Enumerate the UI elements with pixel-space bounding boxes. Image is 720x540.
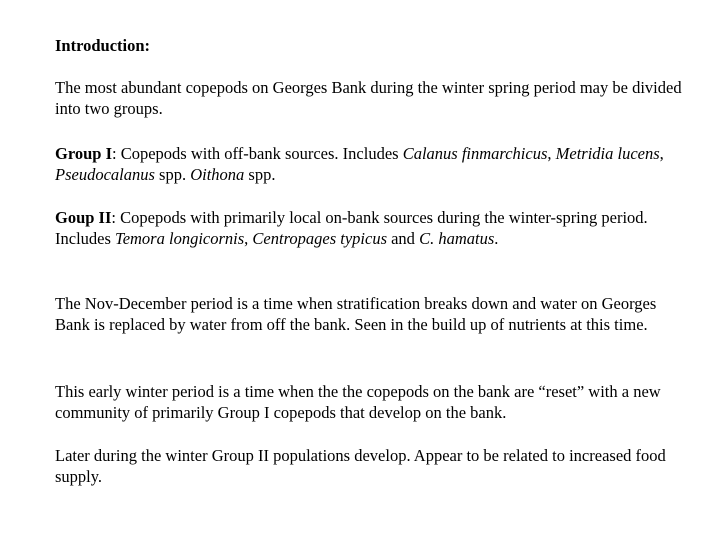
- group-1-text: spp.: [154, 165, 191, 184]
- group-2-text: and: [386, 229, 420, 248]
- group-2-label: Goup II: [55, 208, 112, 227]
- separator: ,: [547, 144, 556, 163]
- separator: ,: [659, 144, 664, 163]
- group-1-label: Group I: [55, 144, 113, 163]
- species-name: C. hamatus: [419, 229, 495, 248]
- reset-paragraph: This early winter period is a time when the the copepods on the bank are “reset” with a new community of primarily Group I copepods that develop on the bank.: [55, 382, 661, 422]
- section-heading: Introduction:: [55, 36, 151, 55]
- species-name: Pseudocalanus: [55, 165, 155, 184]
- group-2-text: : Copepods with primarily local on-bank sources during the winter-spring period. Includes: [55, 208, 648, 248]
- separator: ,: [244, 229, 253, 248]
- nov-dec-paragraph: The Nov-December period is a time when stratification breaks down and water on Georges Bank is replaced by water from off the bank. Seen in the build up of nutrients at this time.: [55, 294, 657, 334]
- intro-paragraph: The most abundant copepods on Georges Bank during the winter spring period may be divided into two groups.: [55, 78, 682, 118]
- later-paragraph: Later during the winter Group II populations develop. Appear to be related to increased food supply.: [55, 446, 666, 486]
- group-1-text: : Copepods with off-bank sources. Includes: [112, 144, 403, 163]
- species-name: Temora longicornis: [115, 229, 245, 248]
- species-name: Centropages typicus: [252, 229, 387, 248]
- group-1-text: spp.: [244, 165, 276, 184]
- group-1-paragraph: [55, 143, 685, 185]
- group-2-paragraph: [55, 207, 685, 249]
- group-2-text: .: [494, 229, 499, 248]
- species-name: Oithona: [190, 165, 245, 184]
- species-name: Calanus finmarchicus: [402, 144, 548, 163]
- species-name: Metridia lucens: [555, 144, 660, 163]
